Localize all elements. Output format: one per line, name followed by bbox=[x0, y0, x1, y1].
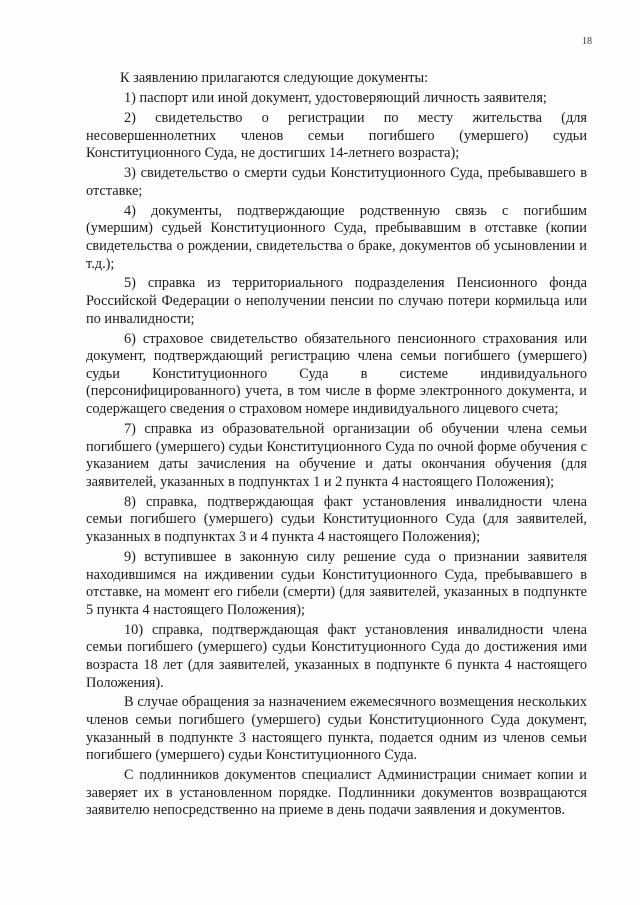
paragraph-multiple-applicants: В случае обращения за назначением ежемесячного возмещения нескольких членов семьи погибшего (умершего) судьи Конституционного Суда документ, указанный в подпункте 3 настоящего пункта, подается одним из членов семьи погибшего (умершего) судьи Конституционного Суда. bbox=[86, 694, 587, 764]
list-item-2: 2) свидетельство о регистрации по месту жительства (для несовершеннолетних членов семьи погибшего (умершего) судьи Конституционного Суда, не достигших 14-летнего возраста); bbox=[86, 109, 587, 162]
list-item-4: 4) документы, подтверждающие родственную связь с погибшим (умершим) судьей Конституционного Суда, пребывавшим в отставке (копии свидетельства о рождении, свидетельства о браке, документов об усыновлении и т.д.); bbox=[86, 202, 587, 272]
list-item-7: 7) справка из образовательной организации об обучении члена семьи погибшего (умершего) судьи Конституционного Суда по очной форме обучения с указанием даты зачисления на обучение и даты окончания обучения (для заявителей, указанных в подпунктах 1 и 2 пункта 4 настоящего Положения); bbox=[86, 421, 587, 490]
document-body bbox=[86, 70, 587, 822]
list-item-3: 3) свидетельство о смерти судьи Конституционного Суда, пребывавшего в отставке; bbox=[86, 165, 587, 199]
list-item-10: 10) справка, подтверждающая факт установления инвалидности члена семьи погибшего (умершего) судьи Конституционного Суда до достижения ими возраста 18 лет (для заявителей, указанных в подпункте 6 пункта 4 настоящего Положения). bbox=[86, 621, 587, 691]
list-item-8: 8) справка, подтверждающая факт установления инвалидности члена семьи погибшего (умершего) судьи Конституционного Суда (для заявителей, указанных в подпунктах 3 и 4 пункта 4 настоящего Положения); bbox=[86, 493, 587, 545]
page-number: 18 bbox=[582, 36, 592, 47]
list-item-1: 1) паспорт или иной документ, удостоверяющий личность заявителя; bbox=[124, 89, 547, 106]
paragraph-intro: К заявлению прилагаются следующие документы: bbox=[120, 70, 429, 86]
list-item-9: 9) вступившее в законную силу решение суда о признании заявителя находившимся на иждивении судьи Конституционного Суда, пребывавшего в отставке, на момент его гибели (смерти) (для заявителей, указанных в подпункте 5 пункта 4 настоящего Положения); bbox=[86, 548, 587, 618]
list-item-6: 6) страховое свидетельство обязательного пенсионного страхования или документ, подтверждающий регистрацию члена семьи погибшего (умершего) судьи Конституционного Суда в системе индивидуального (персонифицированного) учета, в том числе в форме электронного документа, и содержащего сведения о страховом номере индивидуального лицевого счета; bbox=[86, 330, 587, 418]
list-item-5: 5) справка из территориального подразделения Пенсионного фонда Российской Федерации о неполучении пенсии по случаю потери кормильца или по инвалидности; bbox=[86, 275, 587, 327]
paragraph-originals: С подлинников документов специалист Администрации снимает копии и заверяет их в установленном порядке. Подлинники документов возвращаются заявителю непосредственно на приеме в день подачи заявления и документов. bbox=[86, 767, 587, 819]
